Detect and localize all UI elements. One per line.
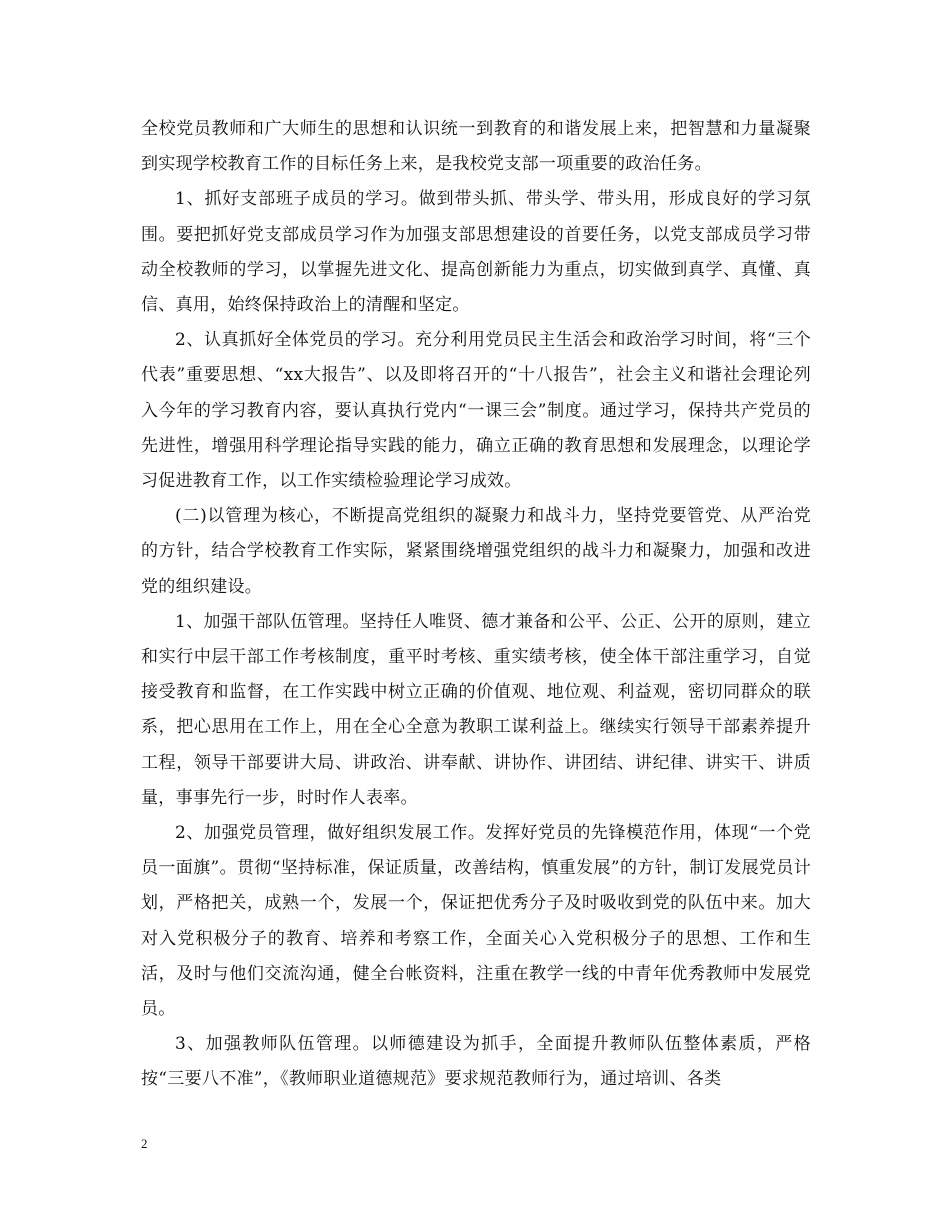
paragraph-teacher-management: 3、加强教师队伍管理。以师德建设为抓手，全面提升教师队伍整体素质，严格按“三要八不准”，《教师职业道德规范》要求规范教师行为，通过培训、各类 xyxy=(141,1034,811,1090)
paragraph-management-core: (二)以管理为核心，不断提高党组织的凝聚力和战斗力，坚持党要管党、从严治党的方针，结合学校教育工作实际，紧紧围绕增强党组织的战斗力和凝聚力，加强和改进党的组织建设。 xyxy=(141,506,811,597)
document-body xyxy=(141,112,811,1098)
paragraph-cadre-management: 1、加强干部队伍管理。坚持任人唯贤、德才兼备和公平、公正、公开的原则，建立和实行中层干部工作考核制度，重平时考核、重实绩考核，使全体干部注重学习，自觉接受教育和监督，在工作实践中树立正确的价值观、地位观、利益观，密切同群众的联系，把心思用在工作上，用在全心全意为教职工谋利益上。继续实行领导干部素养提升工程，领导干部要讲大局、讲政治、讲奉献、讲协作、讲团结、讲纪律、讲实干、讲质量，事事先行一步，时时作人表率。 xyxy=(141,611,811,808)
paragraph-continuation: 全校党员教师和广大师生的思想和认识统一到教育的和谐发展上来，把智慧和力量凝聚到实现学校教育工作的目标任务上来，是我校党支部一项重要的政治任务。 xyxy=(141,119,811,175)
paragraph-study-all-members: 2、认真抓好全体党员的学习。充分利用党员民主生活会和政治学习时间，将“三个代表”重要思想、“xx大报告”、以及即将召开的“十八报告”，社会主义和谐社会理论列入今年的学习教育内容，要认真执行党内“一课三会”制度。通过学习，保持共产党员的先进性，增强用科学理论指导实践的能力，确立正确的教育思想和发展理念，以理论学习促进教育工作，以工作实绩检验理论学习成效。 xyxy=(141,330,811,492)
paragraph-study-branch-members: 1、抓好支部班子成员的学习。做到带头抓、带头学、带头用，形成良好的学习氛围。要把抓好党支部成员学习作为加强支部思想建设的首要任务，以党支部成员学习带动全校教师的学习，以掌握先进文化、提高创新能力为重点，切实做到真学、真懂、真信、真用，始终保持政治上的清醒和坚定。 xyxy=(141,189,811,316)
page-number: 2 xyxy=(141,1136,148,1151)
paragraph-member-management: 2、加强党员管理，做好组织发展工作。发挥好党员的先锋模范作用，体现“一个党员一面旗”。贯彻“坚持标准，保证质量，改善结构，慎重发展”的方针，制订发展党员计划，严格把关，成熟一个，发展一个，保证把优秀分子及时吸收到党的队伍中来。加大对入党积极分子的教育、培养和考察工作，全面关心入党积极分子的思想、工作和生活，及时与他们交流沟通，健全台帐资料，注重在教学一线的中青年优秀教师中发展党员。 xyxy=(141,823,811,1020)
